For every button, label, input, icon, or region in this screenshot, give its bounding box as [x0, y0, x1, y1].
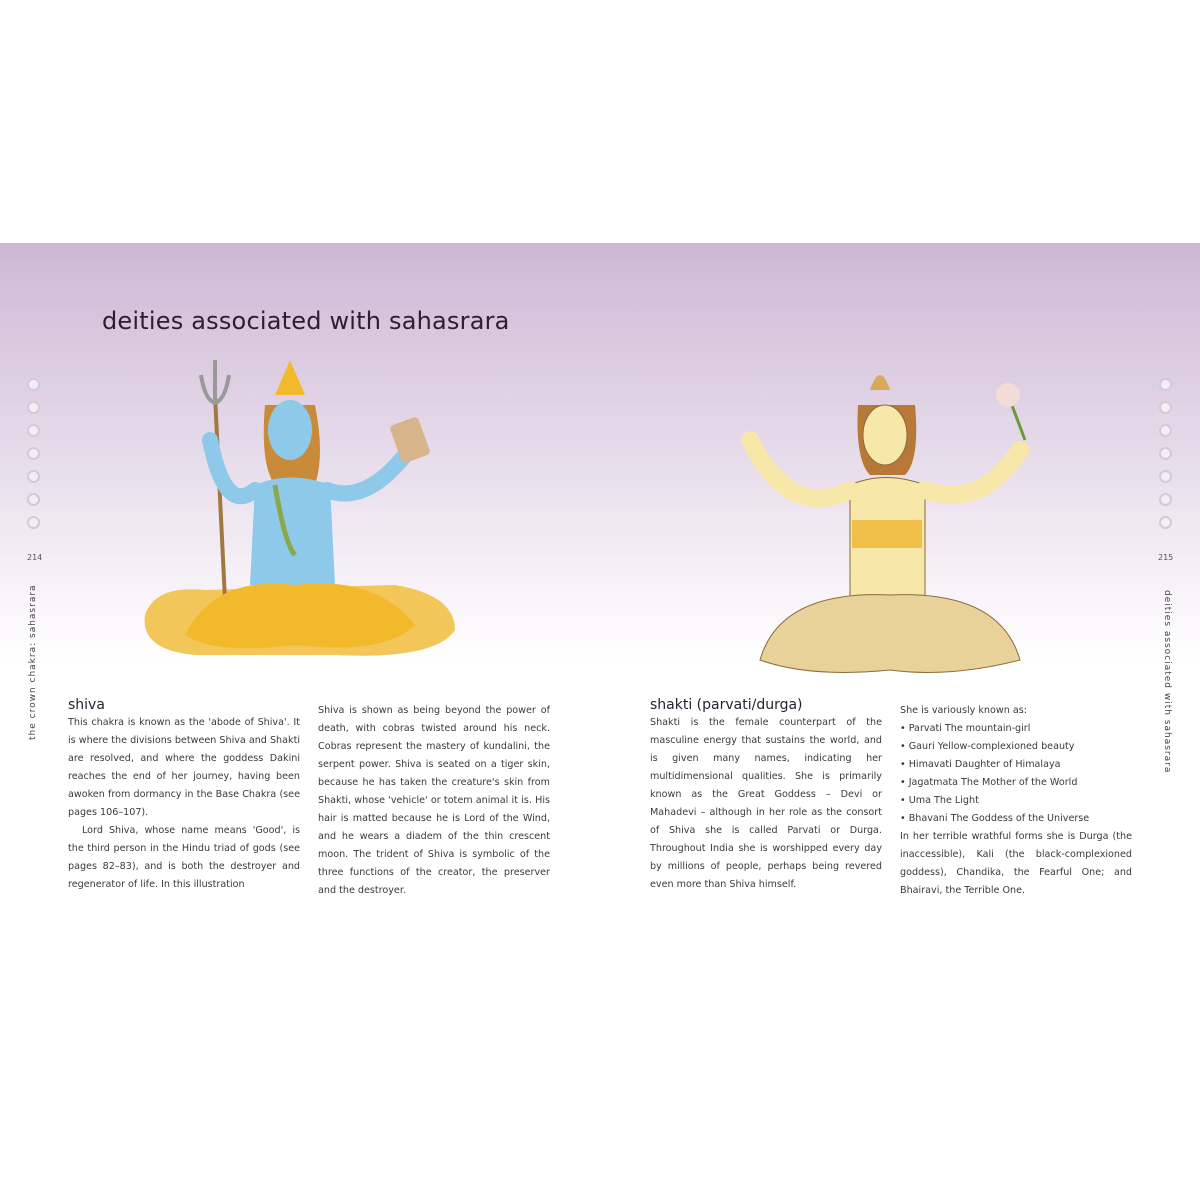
shakti-column-2 — [900, 702, 1132, 900]
page-number-right: 215 — [1158, 553, 1174, 562]
shiva-illustration — [135, 355, 465, 665]
list-item: • Jagatmata The Mother of the World — [900, 777, 1078, 788]
list-item: • Gauri Yellow-complexioned beauty — [900, 741, 1075, 752]
list-item: • Himavati Daughter of Himalaya — [900, 759, 1061, 770]
shakti-paragraph-1: Shakti is the female counterpart of the masculine energy that sustains the world, and is given many names, indicating her multidimensional qualities. She is primarily known as the Great Goddess – Devi or Mahadevi – although in her role as the consort of Shiva she is called Parvati or Durga. Throughout India she is worshipped every day by millions of people, perhaps being revered even more than Shiva himself. — [650, 717, 882, 890]
shakti-names-list — [900, 720, 1132, 828]
chakra-dots-right — [1159, 378, 1173, 539]
running-head-right: deities associated with sahasrara — [1162, 590, 1172, 774]
shakti-paragraph-2: In her terrible wrathful forms she is Durga (the inaccessible), Kali (the black-complexioned goddess), Chandika, the Fearful One; and Bhairavi, the Terrible One. — [900, 831, 1132, 896]
shiva-column-1 — [68, 696, 300, 894]
shakti-heading: shakti (parvati/durga) — [650, 697, 803, 713]
shakti-names-intro: She is variously known as: — [900, 705, 1027, 716]
page-title: deities associated with sahasrara — [102, 307, 510, 335]
shiva-paragraph-3: Shiva is shown as being beyond the power of death, with cobras twisted around his neck. Cobras represent the mastery of kundalini, the serpent power. Shiva is seated on a tiger skin, because he has taken the creature's skin from Shakti, whose 'vehicle' or totem animal it is. His hair is matted because he is Lord of the Wind, and he wears a diadem of the thin crescent moon. The trident of Shiva is symbolic of the three functions of the creator, the preserver and the destroyer. — [318, 705, 550, 896]
running-head-left: the crown chakra: sahasrara — [28, 584, 38, 740]
shiva-paragraph-2: Lord Shiva, whose name means 'Good', is the third person in the Hindu triad of gods (see pages 82–83), and is both the destroyer and regenerator of life. In this illustration — [68, 825, 300, 890]
shiva-column-2 — [318, 702, 550, 900]
chakra-dots-left — [27, 378, 41, 539]
list-item: • Parvati The mountain-girl — [900, 723, 1031, 734]
list-item: • Uma The Light — [900, 795, 979, 806]
shiva-heading: shiva — [68, 697, 105, 713]
shakti-illustration — [730, 360, 1050, 680]
page-number-left: 214 — [27, 553, 43, 562]
list-item: • Bhavani The Goddess of the Universe — [900, 813, 1090, 824]
shiva-paragraph-1: This chakra is known as the 'abode of Shiva'. It is where the divisions between Shiva and Shakti are resolved, and where the goddess Dakini reaches the end of her journey, having been awoken from dormancy in the Base Chakra (see pages 106–107). — [68, 717, 300, 818]
shakti-column-1 — [650, 696, 882, 894]
